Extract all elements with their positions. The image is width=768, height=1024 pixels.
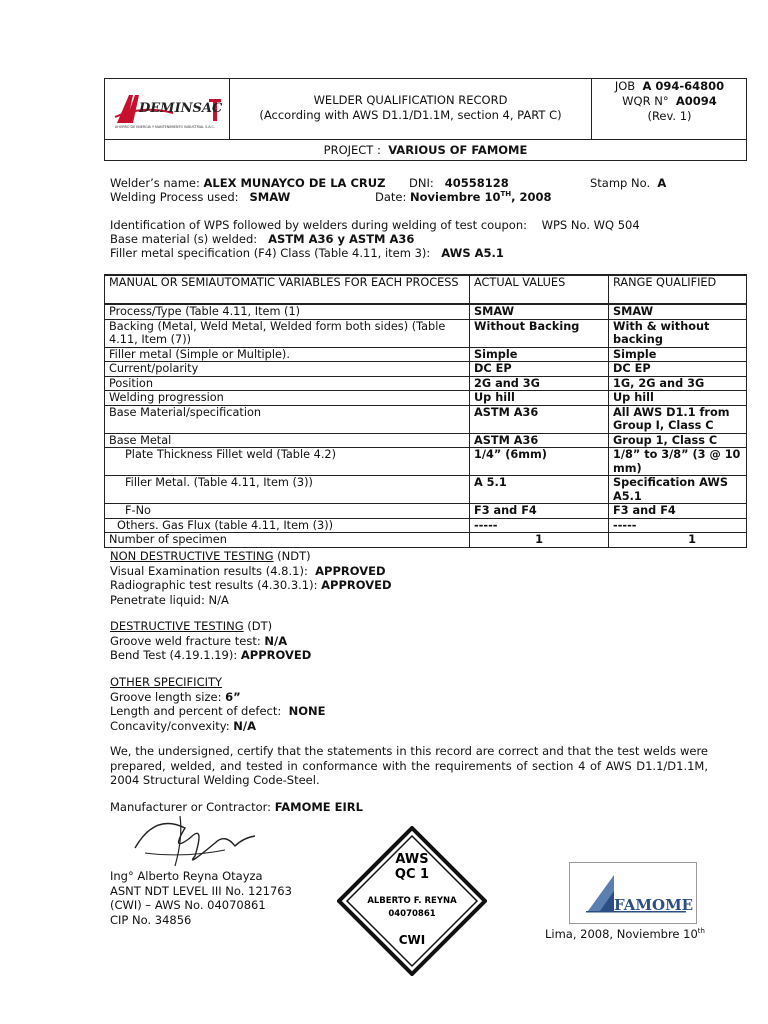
other-section: OTHER SPECIFICITY Groove length size: 6” Length and percent of defect: NONE Concavity/convexity: N/A <box>110 675 326 733</box>
certification-text: We, the undersigned, certify that the statements in this record are correct and that the test welds were prepared, welded, and tested in conformance with the requirements of section 4 of AWS D1.1/D1.1M, 2004 Structural Welding Code-Steel. <box>110 744 708 787</box>
place-date: Lima, 2008, Noviembre 10th <box>545 927 705 941</box>
header-box <box>104 78 747 161</box>
table-row: Filler Metal. (Table 4.11, Item (3)) A 5.1 Specification AWS A5.1 <box>105 476 747 504</box>
record-title: WELDER QUALIFICATION RECORD (According with AWS D1.1/D1.1M, section 4, PART C) <box>259 93 562 122</box>
table-row: Base Material/specification ASTM A36 All AWS D1.1 from Group I, Class C <box>105 405 747 433</box>
svg-text:ALBERTO F. REYNA: ALBERTO F. REYNA <box>367 896 457 906</box>
stamp-no-line: Stamp No. A <box>590 176 667 190</box>
table-row: Number of specimen 1 1 <box>105 533 747 548</box>
famome-logo: FAMOME <box>569 862 697 924</box>
dni-line: DNI: 40558128 <box>409 176 509 190</box>
table-row: Filler metal (Simple or Multiple). Simple Simple <box>105 347 747 362</box>
deminsac-logo: DEMINSAC AHORRO DE ENERGIA Y MANTENIMIENTO INDUSTRIAL S.A.C. <box>113 89 225 133</box>
table-header-row: MANUAL OR SEMIAUTOMATIC VARIABLES FOR EACH PROCESS ACTUAL VALUES RANGE QUALIFIED <box>105 275 747 304</box>
svg-text:CWI: CWI <box>398 933 426 947</box>
aws-cwi-stamp <box>337 826 487 976</box>
dt-section: DESTRUCTIVE TESTING (DT) Groove weld fracture test: N/A Bend Test (4.19.1.19): APPROVED <box>110 619 312 662</box>
table-row: Base Metal ASTM A36 Group 1, Class C <box>105 433 747 448</box>
table-row: Position 2G and 3G 1G, 2G and 3G <box>105 376 747 391</box>
variables-table <box>104 274 747 548</box>
project-line: PROJECT : VARIOUS OF FAMOME <box>323 143 528 157</box>
table-row: Current/polarity DC EP DC EP <box>105 362 747 377</box>
table-row: Plate Thickness Fillet weld (Table 4.2) 1/4” (6mm) 1/8” to 3/8” (3 @ 10 mm) <box>105 448 747 476</box>
svg-text:AWS: AWS <box>395 852 429 867</box>
manufacturer-line: Manufacturer or Contractor: FAMOME EIRL <box>110 800 363 814</box>
handwritten-signature <box>125 808 275 873</box>
svg-text:QC 1: QC 1 <box>394 867 430 882</box>
ndt-section: NON DESTRUCTIVE TESTING (NDT) Visual Examination results (4.8.1): APPROVED Radiographic test results (4.30.3.1): APPROVED Penetrate liquid: N/A <box>110 549 392 607</box>
table-row: Process/Type (Table 4.11, Item (1) SMAW SMAW <box>105 304 747 319</box>
date-line: Date: Noviembre 10TH, 2008 <box>375 190 552 204</box>
job-info: JOB A 094-64800 WQR N° A0094 (Rev. 1) <box>614 79 725 123</box>
svg-text:04070861: 04070861 <box>388 909 436 919</box>
signer-block: Ing° Alberto Reyna Otayza ASNT NDT LEVEL III No. 121763 (CWI) – AWS No. 04070861 CIP No. 34856 <box>110 869 292 927</box>
table-row: Backing (Metal, Weld Metal, Welded form both sides) (Table 4.11, Item (7)) Without Backing With & without backing <box>105 319 747 347</box>
welder-name-line: Welder’s name: ALEX MUNAYCO DE LA CRUZ <box>110 176 386 190</box>
base-material-line: Base material (s) welded: ASTM A36 y ASTM A36 <box>110 232 415 246</box>
table-row: Welding progression Up hill Up hill <box>105 391 747 406</box>
table-row: Others. Gas Flux (table 4.11, Item (3)) ----- ----- <box>105 518 747 533</box>
table-row: F-No F3 and F4 F3 and F4 <box>105 504 747 519</box>
wps-ident-line: Identification of WPS followed by welders during welding of test coupon: WPS No. WQ 504 <box>110 218 640 232</box>
filler-spec-line: Filler metal specification (F4) Class (Table 4.11, item 3): AWS A5.1 <box>110 246 504 260</box>
process-line: Welding Process used: SMAW <box>110 190 291 204</box>
